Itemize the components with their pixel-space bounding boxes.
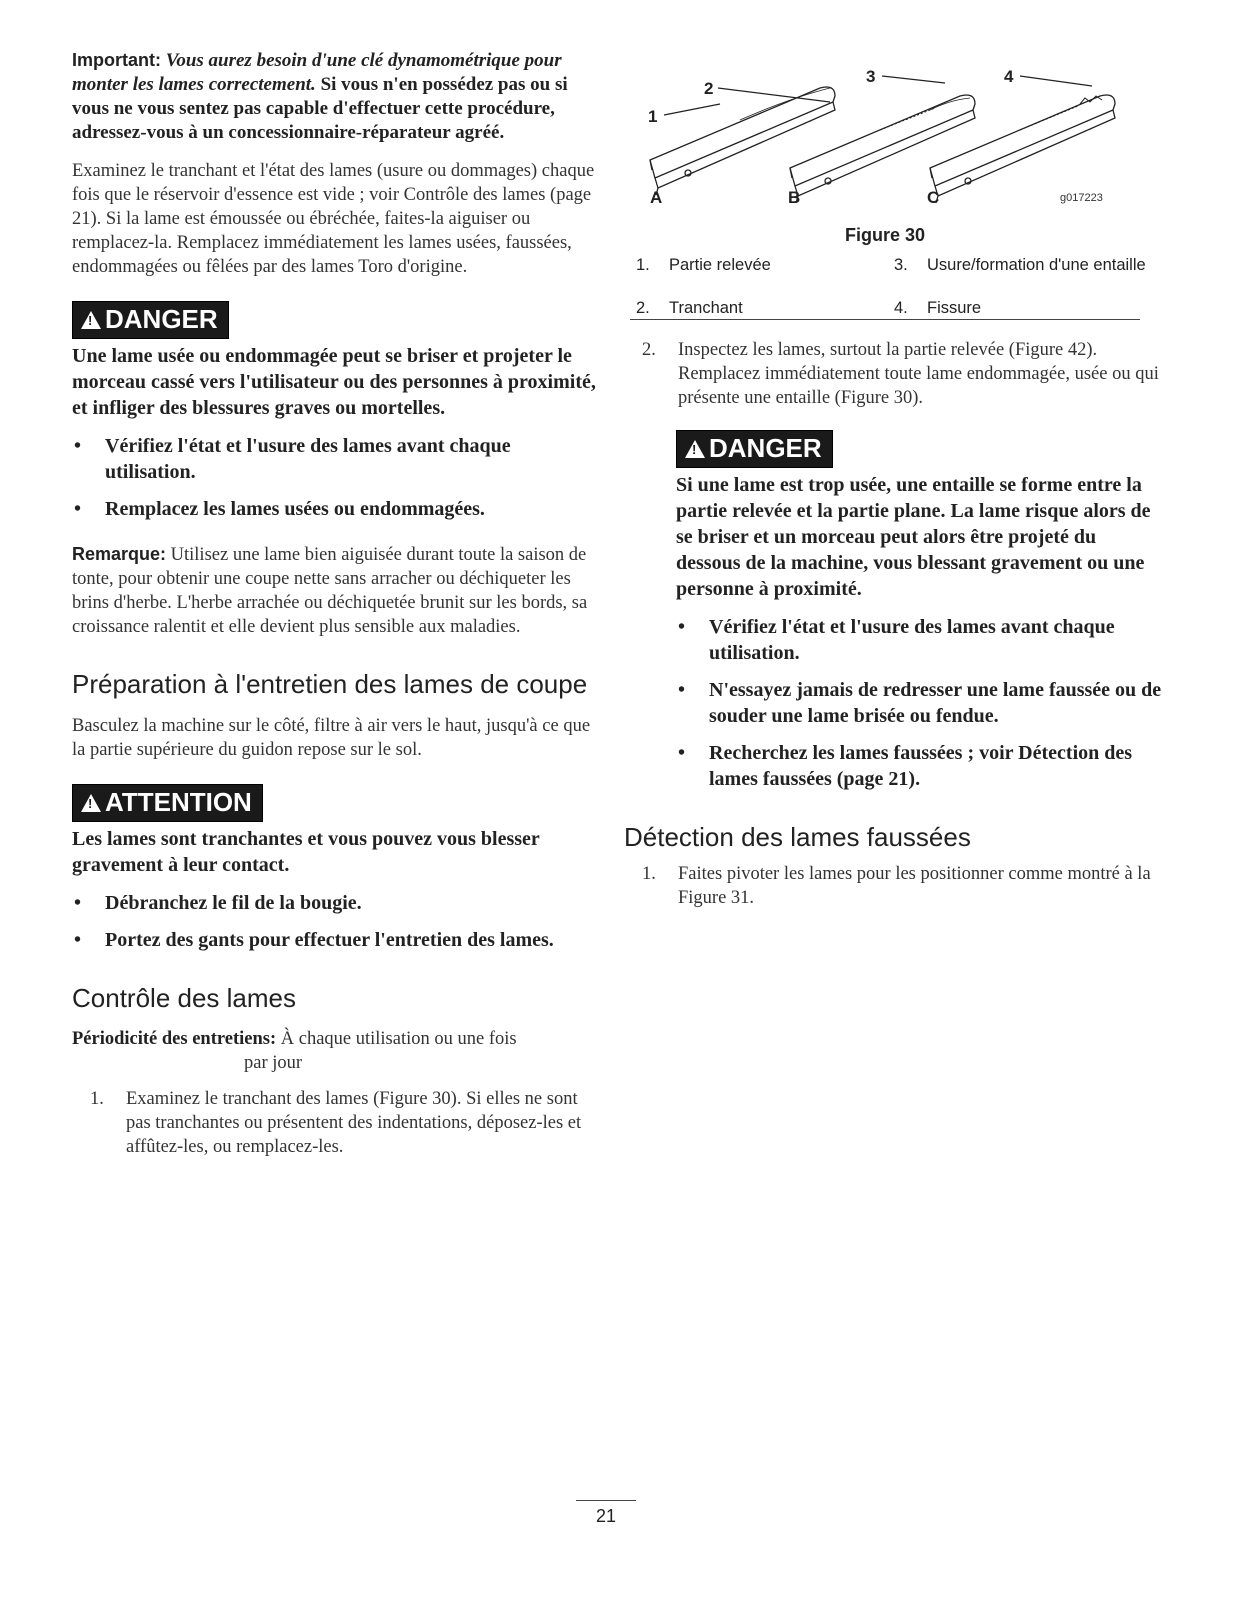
callout-2: 2 xyxy=(704,79,714,98)
figure-legend: 1. Partie relevée 2. Tranchant 3. Usure/formation d'une entaille 4. Fissure xyxy=(636,256,1146,317)
attention-badge xyxy=(72,784,263,822)
blade-b-drawing xyxy=(790,95,975,203)
danger-badge xyxy=(72,301,229,339)
interval-label: Périodicité des entretiens: xyxy=(72,1029,277,1049)
step-text: Faites pivoter les lames pour les positionner comme montré à la Figure 31. xyxy=(678,864,1151,908)
danger-text: Une lame usée ou endommagée peut se briser et projeter le morceau cassé vers l'utilisateur ou des personnes à proximité, et infliger des blessures graves ou mortelles. xyxy=(72,345,596,419)
list-item xyxy=(72,1087,602,1159)
list-item xyxy=(630,338,1165,410)
right-column xyxy=(624,58,1165,910)
blade-inspection-paragraph: Examinez le tranchant et l'état des lames (usure ou dommages) chaque fois que le réservoir d'essence est vide ; voir Contrôle des lames (page 21). Si la lame est émoussée ou ébréchée, faites-la aiguiser ou remplacez-la. Remplacez immédiatement les lames usées, faussées, endommagées ou fêlées par des lames Toro d'origine. xyxy=(72,161,595,277)
attention-bullet-list xyxy=(72,890,602,953)
callout-leader-4 xyxy=(1020,76,1092,86)
important-note xyxy=(72,48,602,145)
page-number: 21 xyxy=(595,1506,617,1526)
warning-triangle-icon xyxy=(81,311,101,329)
warning-triangle-icon xyxy=(81,794,101,812)
warning-triangle-icon xyxy=(685,440,705,458)
footer-rule xyxy=(576,1500,636,1501)
callout-3: 3 xyxy=(866,67,876,86)
step-number: 1. xyxy=(642,864,656,884)
danger-bullet-list xyxy=(676,614,1165,792)
figure-code: g017223 xyxy=(1060,192,1103,204)
blade-wear-diagram xyxy=(630,58,1150,218)
list-item: • Vérifiez l'état et l'usure des lames avant chaque utilisation. xyxy=(72,433,602,485)
step-number: 2. xyxy=(642,340,656,360)
maintenance-interval xyxy=(72,1027,602,1075)
callout-1: 1 xyxy=(648,107,658,126)
important-bold-text: Si vous n'en possédez pas ou si vous ne vous sentez pas capable d'effectuer cette procédure, adressez-vous à un concessionnaire-réparateur agréé. xyxy=(72,74,568,143)
interval-value-line1: À chaque utilisation ou une fois xyxy=(280,1029,517,1049)
section-heading-controle: Contrôle des lames xyxy=(72,983,296,1013)
remarque-paragraph xyxy=(72,542,602,639)
danger-text: Si une lame est trop usée, une entaille se forme entre la partie relevée et la partie plane. La lame risque alors de se briser et un morceau peut alors être projeté du dessous de la machine, vous blessant gravement ou une personne à proximité. xyxy=(676,474,1151,600)
important-italic-text: Vous aurez besoin d'une clé dynamométrique pour monter les lames correctement. xyxy=(72,50,562,95)
list-item: • Remplacez les lames usées ou endommagées. xyxy=(72,496,602,522)
danger-label: DANGER xyxy=(105,304,218,334)
section-heading-detection: Détection des lames faussées xyxy=(624,822,971,852)
list-item xyxy=(630,862,1165,910)
list-item: • N'essayez jamais de redresser une lame faussée ou de souder une lame brisée ou fendue. xyxy=(676,677,1165,729)
important-label: Important: xyxy=(72,50,161,70)
remarque-text: Utilisez une lame bien aiguisée durant toute la saison de tonte, pour obtenir une coupe nette sans arracher ou déchiqueter les brins d'herbe. L'herbe arrachée ou déchiquetée brunit sur les bords, sa croissance ralentit et elle devient plus sensible aux maladies. xyxy=(72,545,588,637)
blade-letter-a: A xyxy=(650,188,663,207)
attention-label: ATTENTION xyxy=(105,787,252,817)
figure-30-illustration xyxy=(630,58,1150,317)
figure-title: Figure 30 xyxy=(844,225,926,245)
danger-label: DANGER xyxy=(709,433,822,463)
callout-4: 4 xyxy=(1004,67,1014,86)
blade-letter-c: C xyxy=(927,188,940,207)
danger-bullet-list xyxy=(72,433,602,522)
interval-value-line2: par jour xyxy=(244,1053,303,1073)
attention-text: Les lames sont tranchantes et vous pouvez vous blesser gravement à leur contact. xyxy=(72,828,540,876)
inspection-steps xyxy=(630,338,1165,410)
preparation-paragraph: Basculez la machine sur le côté, filtre à air vers le haut, jusqu'à ce que la partie supérieure du guidon repose sur le sol. xyxy=(72,716,591,760)
list-item: • Débranchez le fil de la bougie. xyxy=(72,890,602,916)
danger-block-1 xyxy=(72,301,602,522)
remarque-label: Remarque: xyxy=(72,544,167,564)
page-footer xyxy=(576,1500,636,1527)
detection-steps xyxy=(630,862,1165,910)
step-text: Inspectez les lames, surtout la partie relevée (Figure 42). Remplacez immédiatement toute lame endommagée, usée ou qui présente une entaille (Figure 30). xyxy=(678,340,1159,408)
danger-block-2 xyxy=(630,430,1165,792)
danger-badge xyxy=(676,430,833,468)
blade-letter-b: B xyxy=(788,188,801,207)
callout-leader-1 xyxy=(664,104,720,115)
step-text: Examinez le tranchant des lames (Figure 30). Si elles ne sont pas tranchantes ou présentent des indentations, déposez-les et affûtez-les, ou remplacez-les. xyxy=(126,1089,582,1157)
list-item: • Recherchez les lames faussées ; voir Détection des lames faussées (page 21). xyxy=(676,740,1165,792)
left-column xyxy=(72,48,602,1159)
step-number: 1. xyxy=(90,1089,104,1109)
list-item: • Portez des gants pour effectuer l'entretien des lames. xyxy=(72,927,602,953)
list-item: • Vérifiez l'état et l'usure des lames avant chaque utilisation. xyxy=(676,614,1165,666)
attention-block xyxy=(72,784,602,953)
callout-leader-3 xyxy=(882,76,945,83)
controle-steps xyxy=(72,1087,602,1159)
section-heading-preparation: Préparation à l'entretien des lames de coupe xyxy=(72,669,588,699)
